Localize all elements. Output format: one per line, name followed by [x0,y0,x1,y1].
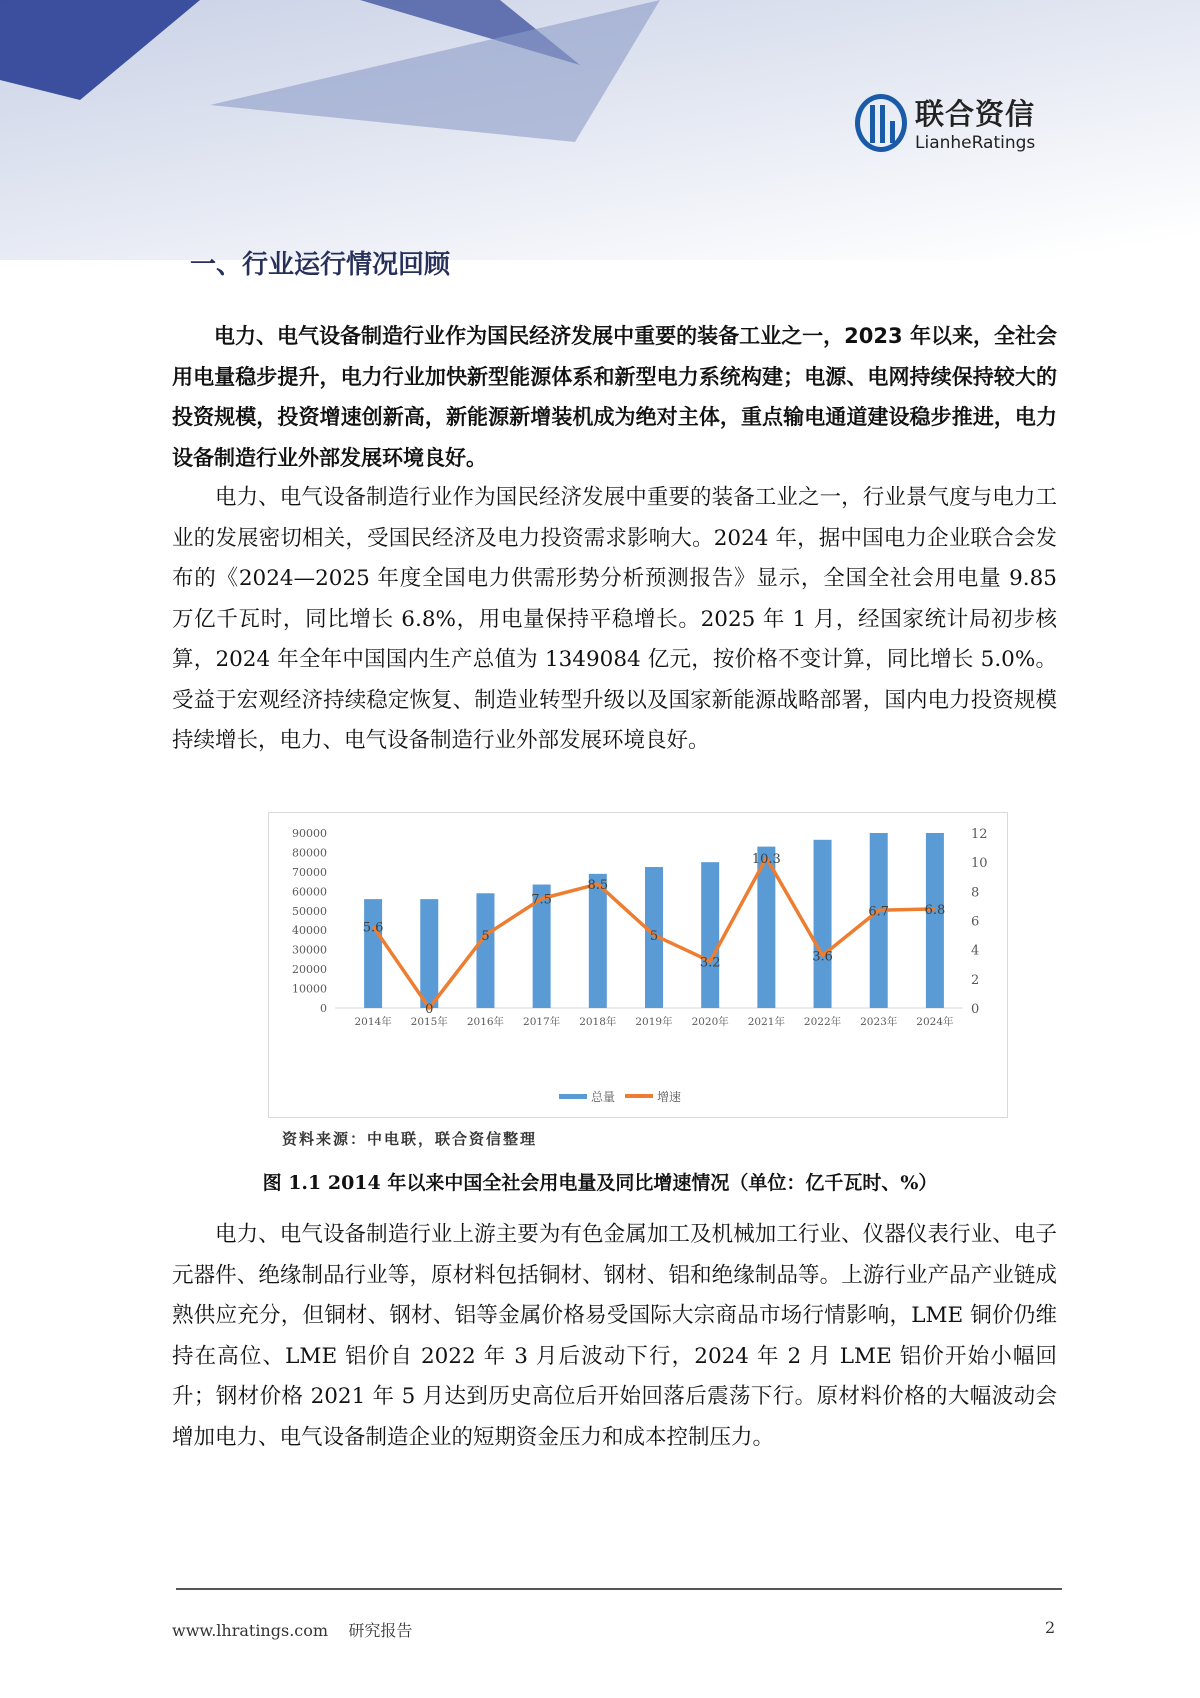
left-axis-tick: 0 [320,1002,327,1015]
x-axis-tick: 2016年 [466,1016,505,1028]
x-axis-tick: 2015年 [410,1016,448,1028]
right-axis-tick: 2 [971,972,980,988]
right-axis-tick: 8 [971,885,980,901]
left-axis-tick: 10000 [292,982,327,996]
growth-data-label: 10.3 [751,851,781,867]
x-axis-tick: 2022年 [803,1016,842,1028]
growth-data-label: 6.7 [868,904,890,920]
bar-total [364,899,382,1008]
logo-chinese-name: 联合资信 [915,97,1036,131]
summary-paragraph: 电力、电气设备制造行业作为国民经济发展中重要的装备工业之一，2023 年以来，全社会用电量稳步提升，电力行业加快新型能源体系和新型电力系统构建；电源、电网持续保持较大的投资规模，投资增速创新高，新能源新增装机成为绝对主体，重点输电通道建设稳步推进，电力设备制造行业外部发展环境良好。 [172,324,1057,470]
figure-caption: 图 1.1 2014 年以来中国全社会用电量及同比增速情况（单位：亿千瓦时、%） [262,1172,938,1194]
bar-total [420,899,438,1008]
bar-total [476,893,494,1008]
growth-data-label: 7.5 [531,892,552,908]
legend-growth-label: 增速 [657,1090,682,1104]
right-axis-tick: 6 [971,914,980,930]
bar-total [814,840,832,1008]
left-axis-tick: 90000 [292,827,327,840]
footer-divider [176,1588,1062,1590]
left-axis-tick: 80000 [292,846,327,860]
bar-total [926,833,944,1008]
legend-total-swatch [559,1094,587,1099]
right-axis-tick: 10 [971,856,988,872]
body-paragraph-2: 电力、电气设备制造行业上游主要为有色金属加工及机械加工行业、仪器仪表行业、电子元器件、绝缘制品行业等，原材料包括铜材、钢材、铝和绝缘制品等。上游行业产品产业链成熟供应充分，但铜材、钢材、铝等金属价格易受国际大宗商品市场行情影响，LME 铜价仍维持在高位、LME 铝价自 2022 年 3 月后波动下行，2024 年 2 月 LME 铝价开始小幅回升；钢材价格 2021 年 5 月达到历史高位后开始回落后震荡下行。原材料价格的大幅波动会增加电力、电气设备制造企业的短期资金压力和成本控制压力。 [172,1222,1057,1450]
company-logo [855,92,1035,153]
growth-data-label: 5 [649,929,659,945]
logo-english-name: LianheRatings [915,133,1036,153]
right-axis-tick: 4 [971,943,980,959]
x-axis-tick: 2024年 [916,1016,954,1028]
left-axis-tick: 30000 [292,943,327,957]
bar-total [870,833,888,1008]
bar-total [701,862,719,1008]
x-axis-tick: 2023年 [860,1016,898,1028]
x-axis-tick: 2017年 [523,1016,561,1028]
growth-data-label: 3.6 [812,949,833,965]
left-axis-tick: 50000 [292,904,327,918]
growth-data-label: 6.8 [924,902,946,918]
growth-data-label: 0 [425,1002,434,1017]
x-axis-tick: 2014年 [354,1016,392,1028]
left-axis-tick: 60000 [292,885,327,899]
growth-data-label: 5.6 [362,920,384,936]
x-axis-tick: 2019年 [635,1016,673,1028]
x-axis-tick: 2020年 [691,1016,729,1028]
growth-data-label: 8.5 [587,878,609,894]
left-axis-tick: 40000 [292,924,327,938]
section-title: 一、行业运行情况回顾 [190,250,451,280]
chart-svg [269,813,1006,1116]
legend-total-label: 总量 [591,1090,616,1104]
body-paragraph-1: 电力、电气设备制造行业作为国民经济发展中重要的装备工业之一，行业景气度与电力工业的发展密切相关，受国民经济及电力投资需求影响大。2024 年，据中国电力企业联合会发布的《2024—2025 年度全国电力供需形势分析预测报告》显示，全国全社会用电量 9.85 万亿千瓦时，同比增长 6.8%，用电量保持平稳增长。2025 年 1 月，经国家统计局初步核算，2024 年全年中国国内生产总值为 1349084 亿元，按价格不变计算，同比增长 5.0%。受益于宏观经济持续稳定恢复、制造业转型升级以及国家新能源战略部署，国内电力投资规模持续增长，电力、电气设备制造行业外部发展环境良好。 [172,485,1057,753]
logo-lh-icon [855,94,907,152]
footer-text [172,1618,412,1641]
electricity-consumption-chart [268,812,1008,1118]
page-number: 2 [1045,1618,1056,1637]
right-axis-tick: 12 [971,827,988,842]
left-axis-tick: 20000 [292,963,327,977]
x-axis-tick: 2018年 [579,1016,617,1028]
footer-site-link[interactable]: www.lhratings.com [172,1621,329,1640]
x-axis-tick: 2021年 [747,1016,785,1028]
left-axis-tick: 70000 [292,865,327,879]
bar-total [589,874,607,1008]
chart-source: 资料来源：中电联，联合资信整理 [282,1130,538,1148]
footer-label: 研究报告 [348,1621,413,1640]
right-axis-tick: 0 [971,1002,980,1017]
growth-data-label: 5 [481,929,490,945]
growth-data-label: 3.2 [699,955,721,971]
